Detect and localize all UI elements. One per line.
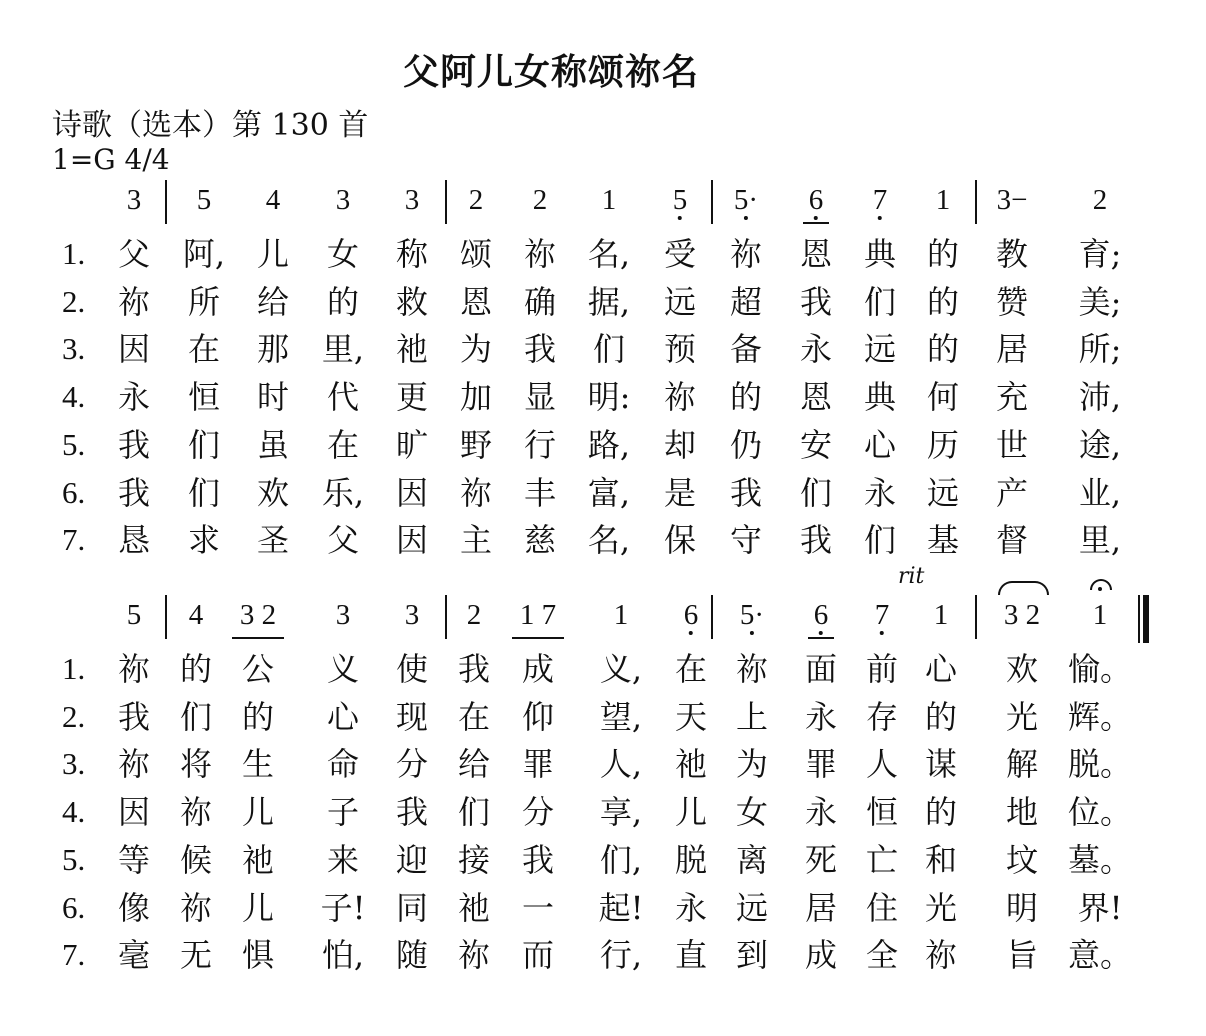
verse-number: 4.	[62, 794, 86, 830]
lyric-syllable: 预	[663, 330, 697, 369]
lyric-syllable: 女	[735, 793, 769, 832]
lyric-syllable: 们	[863, 521, 897, 560]
lyric-syllable: 代	[326, 378, 360, 417]
lyric-syllable: 在	[326, 425, 360, 464]
lyric-syllable: 保	[663, 521, 697, 560]
lyric-syllable: 到	[735, 936, 769, 975]
lyric-syllable: 求	[187, 521, 221, 560]
final-bar-thin	[1138, 595, 1140, 643]
lyric-syllable: 来	[326, 840, 360, 879]
lyric-syllable: 更	[395, 378, 429, 417]
lyric-syllable: 光	[1005, 697, 1039, 736]
lyric-syllable: 明:	[587, 378, 631, 417]
lyric-syllable: 子!	[320, 888, 366, 927]
lyric-syllable: 坟	[1005, 840, 1039, 879]
lyric-syllable: 远	[735, 888, 769, 927]
lyric-syllable: 使	[395, 650, 429, 688]
lyric-syllable: 天	[674, 697, 708, 736]
lyric-syllable: 因	[117, 330, 151, 369]
lyric-syllable: 将	[179, 745, 213, 784]
lyric-syllable: 候	[179, 840, 213, 879]
lyric-syllable: 我	[523, 330, 557, 369]
note: 1	[933, 599, 949, 631]
lyric-syllable: 们	[187, 425, 221, 464]
lyric-syllable: 祢	[179, 888, 213, 927]
note: 1 7	[519, 599, 557, 631]
note: 1	[935, 184, 951, 216]
lyric-syllable: 们	[179, 697, 213, 736]
lyric-syllable: 惧	[241, 936, 275, 975]
lyric-syllable: 典	[863, 235, 897, 273]
lyric-syllable: 我	[117, 697, 151, 736]
lyric-syllable: 住	[865, 888, 899, 927]
lyric-syllable: 行	[523, 425, 557, 464]
lyric-syllable: 祢	[117, 282, 151, 321]
lyric-syllable: 成	[521, 650, 555, 688]
note: 2	[468, 184, 484, 216]
lyric-syllable: 罪	[521, 745, 555, 784]
lyric-syllable: 典	[863, 378, 897, 417]
lyric-row-verse-4	[0, 375, 1206, 419]
lyric-syllable: 却	[663, 425, 697, 464]
lyric-syllable: 在	[457, 697, 491, 736]
lyric-syllable: 谋	[924, 745, 958, 784]
lyric-syllable: 里,	[321, 330, 365, 369]
lyric-syllable: 圣	[256, 521, 290, 560]
lyric-syllable: 祢	[179, 793, 213, 832]
lyric-syllable: 随	[395, 936, 429, 975]
verse-number: 1.	[62, 651, 86, 686]
lyric-syllable: 墓。	[1067, 840, 1133, 879]
lyric-syllable: 时	[256, 378, 290, 417]
lyric-syllable: 恒	[187, 378, 221, 417]
lyric-syllable: 们	[863, 282, 897, 321]
bar-line	[711, 595, 713, 639]
lyric-syllable: 育;	[1078, 235, 1122, 273]
verse-number: 7.	[62, 522, 86, 558]
lyric-row-verse-1	[0, 647, 1206, 691]
lyric-syllable: 义	[326, 650, 360, 688]
lyric-row-verse-5	[0, 838, 1206, 882]
note: 7	[875, 593, 890, 637]
lyric-syllable: 欢	[1005, 650, 1039, 688]
lyric-syllable: 欢	[256, 473, 290, 512]
lyric-syllable: 在	[187, 330, 221, 369]
lyric-row-verse-2	[0, 280, 1206, 324]
lyric-syllable: 意。	[1067, 936, 1133, 975]
verse-number: 4.	[62, 379, 86, 415]
lyric-syllable: 脱	[674, 840, 708, 879]
lyric-syllable: 赞	[995, 282, 1029, 321]
lyric-syllable: 祢	[523, 235, 557, 273]
note: 2	[466, 599, 482, 631]
lyric-syllable: 我	[729, 473, 763, 512]
lyric-syllable: 安	[799, 425, 833, 464]
lyric-syllable: 所	[187, 282, 221, 321]
lyric-syllable: 祂	[241, 840, 275, 879]
lyric-syllable: 脱。	[1067, 745, 1133, 784]
note: 2	[532, 184, 548, 216]
bar-line	[445, 180, 447, 224]
notation-row	[0, 593, 1206, 637]
lyric-syllable: 仍	[729, 425, 763, 464]
lyric-syllable: 们	[799, 473, 833, 512]
eighth-note-underline	[803, 222, 829, 224]
lyric-syllable: 迎	[395, 840, 429, 879]
lyric-syllable: 光	[924, 888, 958, 927]
bar-line	[445, 595, 447, 639]
lyric-syllable: 在	[674, 650, 708, 688]
lyric-syllable: 远	[663, 282, 697, 321]
lyric-syllable: 前	[865, 650, 899, 688]
lyric-syllable: 接	[457, 840, 491, 879]
lyric-syllable: 同	[395, 888, 429, 927]
bar-line	[975, 595, 977, 639]
note: 4	[188, 599, 204, 631]
note: 5	[196, 184, 212, 216]
note: 3	[404, 599, 420, 631]
lyric-syllable: 备	[729, 330, 763, 369]
lyric-syllable: 我	[799, 282, 833, 321]
lyric-syllable: 仰	[521, 697, 555, 736]
note: 3	[126, 184, 142, 216]
note: 2	[1092, 184, 1108, 216]
lyric-syllable: 像	[117, 888, 151, 927]
lyric-syllable: 而	[521, 936, 555, 975]
lyric-syllable: 阿,	[182, 235, 226, 273]
lyric-syllable: 所;	[1078, 330, 1122, 369]
lyric-syllable: 远	[926, 473, 960, 512]
verse-number: 6.	[62, 889, 86, 925]
lyric-syllable: 给	[457, 745, 491, 784]
lyric-row-verse-4	[0, 790, 1206, 834]
lyric-syllable: 永	[117, 378, 151, 417]
note: 3	[335, 599, 351, 631]
slur-arc	[998, 581, 1049, 595]
lyric-syllable: 无	[179, 936, 213, 975]
lyric-syllable: 儿	[241, 793, 275, 832]
lyric-syllable: 们	[592, 330, 626, 369]
lyric-syllable: 主	[459, 521, 493, 560]
lyric-syllable: 我	[395, 793, 429, 832]
lyric-syllable: 教	[995, 235, 1029, 273]
lyric-syllable: 祂	[395, 330, 429, 369]
note: 6	[684, 593, 699, 637]
lyric-syllable: 死	[804, 840, 838, 879]
notation-row	[0, 178, 1206, 222]
lyric-syllable: 为	[459, 330, 493, 369]
lyric-syllable: 加	[459, 378, 493, 417]
lyric-syllable: 行,	[599, 936, 643, 975]
lyric-syllable: 祢	[117, 745, 151, 784]
bar-line	[165, 595, 167, 639]
lyric-syllable: 祢	[663, 378, 697, 417]
lyric-syllable: 慈	[523, 521, 557, 560]
lyric-syllable: 美;	[1078, 282, 1122, 321]
lyric-row-verse-1	[0, 232, 1206, 276]
lyric-syllable: 显	[523, 378, 557, 417]
lyric-syllable: 们,	[599, 840, 643, 879]
lyric-syllable: 旷	[395, 425, 429, 464]
bar-line	[165, 180, 167, 224]
lyric-syllable: 人	[865, 745, 899, 784]
lyric-syllable: 业,	[1078, 473, 1122, 512]
lyric-syllable: 的	[926, 235, 960, 273]
note: 3	[404, 184, 420, 216]
lyric-syllable: 享,	[599, 793, 643, 832]
lyric-syllable: 世	[995, 425, 1029, 464]
note: 6	[814, 593, 829, 637]
verse-number: 2.	[62, 698, 86, 734]
lyric-syllable: 何	[926, 378, 960, 417]
lyric-syllable: 祂	[457, 888, 491, 927]
ritardando-marking: rit	[898, 564, 925, 589]
note: 4	[265, 184, 281, 216]
lyric-syllable: 离	[735, 840, 769, 879]
note: 5·	[734, 178, 758, 222]
lyric-syllable: 超	[729, 282, 763, 321]
lyric-syllable: 是	[663, 473, 697, 512]
lyric-row-verse-7	[0, 933, 1206, 977]
lyric-syllable: 现	[395, 697, 429, 736]
lyric-syllable: 祂	[674, 745, 708, 784]
lyric-syllable: 心	[863, 425, 897, 464]
lyric-syllable: 地	[1005, 793, 1039, 832]
lyric-syllable: 永	[804, 697, 838, 736]
lyric-syllable: 充	[995, 378, 1029, 417]
lyric-syllable: 远	[863, 330, 897, 369]
lyric-syllable: 直	[674, 936, 708, 975]
eighth-note-underline	[808, 637, 834, 639]
verse-number: 5.	[62, 841, 86, 877]
lyric-syllable: 祢	[459, 473, 493, 512]
lyric-syllable: 野	[459, 425, 493, 464]
lyric-syllable: 心	[924, 650, 958, 688]
lyric-syllable: 位。	[1067, 793, 1133, 832]
bar-line	[975, 180, 977, 224]
verse-number: 1.	[62, 236, 86, 271]
lyric-syllable: 的	[924, 793, 958, 832]
lyric-syllable: 富,	[587, 473, 631, 512]
verse-number: 7.	[62, 937, 86, 973]
lyric-syllable: 恩	[799, 235, 833, 273]
lyric-syllable: 亡	[865, 840, 899, 879]
lyric-syllable: 全	[865, 936, 899, 975]
lyric-syllable: 义,	[599, 650, 643, 688]
lyric-syllable: 祢	[729, 235, 763, 273]
lyric-syllable: 人,	[599, 745, 643, 784]
lyric-syllable: 祢	[457, 936, 491, 975]
lyric-syllable: 永	[674, 888, 708, 927]
lyric-syllable: 给	[256, 282, 290, 321]
lyric-syllable: 居	[995, 330, 1029, 369]
lyric-syllable: 们	[187, 473, 221, 512]
lyric-syllable: 公	[241, 650, 275, 688]
note: 1	[601, 184, 617, 216]
lyric-syllable: 的	[326, 282, 360, 321]
lyric-syllable: 起!	[598, 888, 644, 927]
lyric-syllable: 沛,	[1078, 378, 1122, 417]
lyric-syllable: 恩	[799, 378, 833, 417]
lyric-syllable: 和	[924, 840, 958, 879]
lyric-syllable: 祢	[924, 936, 958, 975]
lyric-syllable: 的	[926, 330, 960, 369]
lyric-syllable: 分	[395, 745, 429, 784]
lyric-syllable: 因	[395, 521, 429, 560]
lyric-syllable: 产	[995, 473, 1029, 512]
lyric-syllable: 永	[804, 793, 838, 832]
lyric-syllable: 因	[117, 793, 151, 832]
eighth-note-underline	[232, 637, 284, 639]
lyric-syllable: 子	[326, 793, 360, 832]
note: 7	[873, 178, 888, 222]
lyric-syllable: 的	[241, 697, 275, 736]
lyric-syllable: 名,	[587, 235, 631, 273]
lyric-row-verse-6	[0, 471, 1206, 515]
lyric-syllable: 丰	[523, 473, 557, 512]
lyric-syllable: 督	[995, 521, 1029, 560]
note: 3−	[996, 184, 1028, 216]
lyric-syllable: 居	[804, 888, 838, 927]
verse-number: 3.	[62, 746, 86, 782]
lyric-syllable: 解	[1005, 745, 1039, 784]
lyric-syllable: 成	[804, 936, 838, 975]
lyric-syllable: 一	[521, 888, 555, 927]
lyric-syllable: 乐,	[321, 473, 365, 512]
lyric-syllable: 辉。	[1067, 697, 1133, 736]
lyric-syllable: 救	[395, 282, 429, 321]
note: 1	[613, 599, 629, 631]
note: 5	[126, 599, 142, 631]
lyric-syllable: 守	[729, 521, 763, 560]
lyric-syllable: 的	[924, 697, 958, 736]
lyric-syllable: 我	[521, 840, 555, 879]
bar-line	[711, 180, 713, 224]
verse-number: 3.	[62, 331, 86, 367]
lyric-syllable: 因	[395, 473, 429, 512]
lyric-syllable: 我	[799, 521, 833, 560]
lyric-row-verse-3	[0, 742, 1206, 786]
lyric-syllable: 怕,	[321, 936, 365, 975]
lyric-syllable: 那	[256, 330, 290, 369]
lyric-syllable: 历	[926, 425, 960, 464]
lyric-syllable: 们	[457, 793, 491, 832]
hymn-source: 诗歌（选本）第 130 首	[52, 108, 369, 143]
note: 6	[809, 178, 824, 222]
final-bar-thick	[1143, 595, 1149, 643]
lyric-syllable: 基	[926, 521, 960, 560]
lyric-syllable: 等	[117, 840, 151, 879]
lyric-syllable: 途,	[1078, 425, 1122, 464]
lyric-syllable: 永	[863, 473, 897, 512]
note: 1	[1092, 599, 1108, 631]
lyric-syllable: 的	[729, 378, 763, 417]
lyric-syllable: 旨	[1005, 936, 1039, 975]
lyric-syllable: 愉。	[1067, 650, 1133, 688]
key-signature: 1=G 4/4	[52, 143, 170, 176]
lyric-row-verse-7	[0, 518, 1206, 562]
lyric-syllable: 存	[865, 697, 899, 736]
lyric-syllable: 名,	[587, 521, 631, 560]
hymn-title: 父阿儿女称颂祢名	[403, 51, 700, 93]
lyric-syllable: 确	[523, 282, 557, 321]
lyric-syllable: 的	[926, 282, 960, 321]
lyric-syllable: 毫	[117, 936, 151, 975]
lyric-syllable: 我	[457, 650, 491, 688]
lyric-syllable: 恩	[459, 282, 493, 321]
lyric-syllable: 生	[241, 745, 275, 784]
lyric-syllable: 恒	[865, 793, 899, 832]
verse-number: 6.	[62, 474, 86, 510]
verse-number: 2.	[62, 283, 86, 319]
lyric-syllable: 上	[735, 697, 769, 736]
lyric-syllable: 永	[799, 330, 833, 369]
note: 3	[335, 184, 351, 216]
note: 5·	[740, 593, 764, 637]
lyric-syllable: 父	[117, 235, 151, 273]
lyric-row-verse-2	[0, 695, 1206, 739]
lyric-syllable: 据,	[587, 282, 631, 321]
lyric-syllable: 祢	[735, 650, 769, 688]
lyric-row-verse-5	[0, 423, 1206, 467]
lyric-syllable: 心	[326, 697, 360, 736]
lyric-syllable: 分	[521, 793, 555, 832]
lyric-row-verse-3	[0, 327, 1206, 371]
lyric-syllable: 罪	[804, 745, 838, 784]
lyric-syllable: 明	[1005, 888, 1039, 927]
lyric-syllable: 称	[395, 235, 429, 273]
lyric-syllable: 父	[326, 521, 360, 560]
lyric-syllable: 里,	[1078, 521, 1122, 560]
lyric-syllable: 的	[179, 650, 213, 688]
lyric-syllable: 儿	[241, 888, 275, 927]
lyric-syllable: 路,	[587, 425, 631, 464]
fermata-dot	[1098, 587, 1102, 591]
lyric-syllable: 我	[117, 473, 151, 512]
lyric-syllable: 祢	[117, 650, 151, 688]
lyric-syllable: 颂	[459, 235, 493, 273]
eighth-note-underline	[512, 637, 564, 639]
lyric-row-verse-6	[0, 886, 1206, 930]
note: 3 2	[1003, 599, 1041, 631]
lyric-syllable: 儿	[256, 235, 290, 273]
lyric-syllable: 界!	[1077, 888, 1123, 927]
lyric-syllable: 女	[326, 235, 360, 273]
lyric-syllable: 命	[326, 745, 360, 784]
note: 5	[673, 178, 688, 222]
lyric-syllable: 我	[117, 425, 151, 464]
lyric-syllable: 面	[804, 650, 838, 688]
note: 3 2	[239, 599, 277, 631]
lyric-syllable: 望,	[599, 697, 643, 736]
lyric-syllable: 为	[735, 745, 769, 784]
lyric-syllable: 儿	[674, 793, 708, 832]
verse-number: 5.	[62, 426, 86, 462]
lyric-syllable: 受	[663, 235, 697, 273]
lyric-syllable: 虽	[256, 425, 290, 464]
lyric-syllable: 恳	[117, 521, 151, 560]
